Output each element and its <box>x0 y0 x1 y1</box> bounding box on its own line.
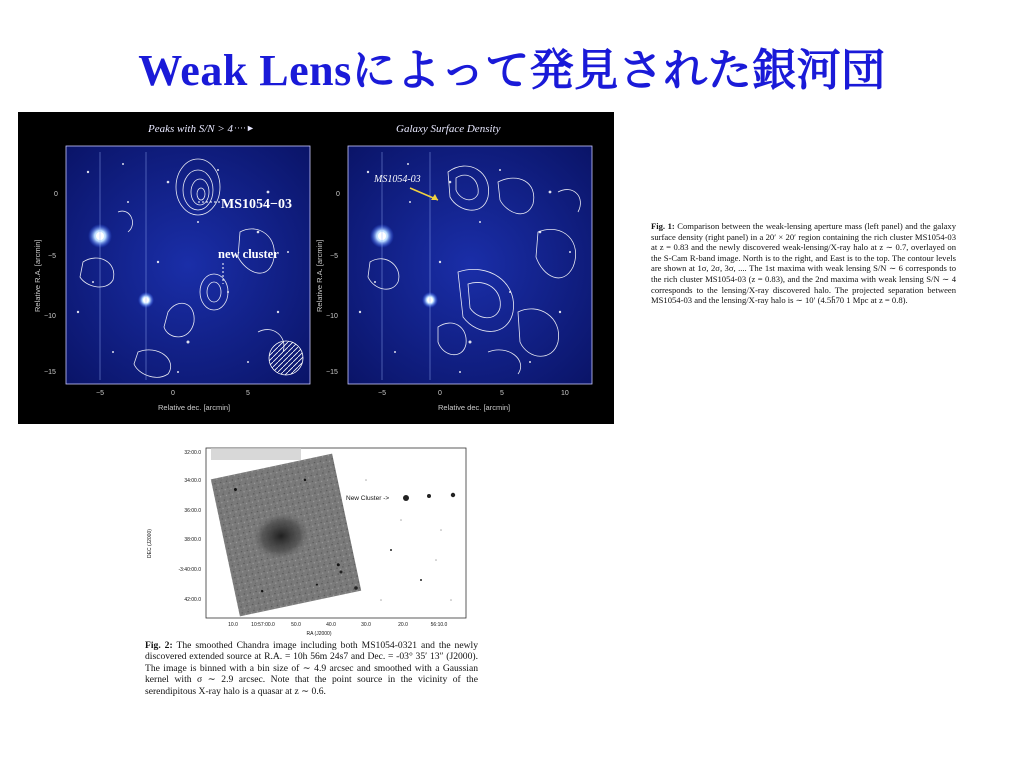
right-ytick-4: −15 <box>326 369 338 376</box>
fig2-ytick-2: 34:00.0 <box>184 478 201 484</box>
left-panel <box>33 146 310 412</box>
fig2-ytick-6: 42:00.0 <box>184 597 201 603</box>
fig2-xlabel: RA (J2000) <box>306 631 332 637</box>
figure-2-caption-text: The smoothed Chandra image including both MS1054-0321 and the newly discovered extended source at R.A. = 10h 56m 24s7 and Dec. = -03° 35′ 13″ (J2000). The image is binned with a bin size of ∼ 4.9 arcsec and smoothed with a Gaussian kernel with σ ∼ 2.9 arcsec. Note that the point source in the vicinity of the serendipitous X-ray halo is a quasar at z ∼ 0.6. <box>145 640 478 697</box>
left-yaxis-label: Relative R.A. [arcmin] <box>33 239 42 312</box>
right-xtick-3: 5 <box>500 390 504 397</box>
fig2-xtick-7: 56:10.0 <box>430 622 448 628</box>
fig2-xtick-4: 40.0 <box>326 622 336 628</box>
label-new-cluster: new cluster <box>218 247 279 261</box>
right-ytick-2: −5 <box>330 253 338 260</box>
figure-1-image <box>18 112 614 424</box>
left-ytick-4: −15 <box>44 369 56 376</box>
figure-1-caption-text: Comparison between the weak-lensing aperture mass (left panel) and the galaxy surface density (right panel) in a 20′ × 20′ region containing the rich cluster MS1054-03 at z = 0.83 and the newly discovered weak-lensing/X-ray halo at z ∼ 0.7, overlayed on the S-Cam R-band image. North is to the right, and East is to the top. The contour levels are shown at 1σ, 2σ, 3σ, .... The 1st maxima with weak lensing S/N ∼ 6 corresponds to the rich cluster MS1054-03 (z = 0.83), and the 2nd maxima with weak lensing S/N ∼ 4 corresponds to the lensing/X-ray discovered halo. The projected separation between MS1054-03 and the lensing/X-ray halo is ∼ 10′ (4.5h̄70 1 Mpc at z = 0.8). <box>651 221 956 306</box>
fig2-ytick-1: 32:00.0 <box>184 450 201 456</box>
left-xtick-1: −5 <box>96 390 104 397</box>
fig2-xtick-5: 30.0 <box>361 622 371 628</box>
left-panel-legend-mark: ····► <box>234 123 255 133</box>
right-panel <box>315 146 592 412</box>
figure-2-caption-label: Fig. 2: <box>145 640 173 651</box>
figure-2-image <box>141 440 471 640</box>
left-ytick-2: −5 <box>48 253 56 260</box>
fig2-ylabel: DEC (J2000) <box>147 529 153 558</box>
figure-1-caption-label: Fig. 1: <box>651 221 675 231</box>
fig2-xtick-6: 20.0 <box>398 622 408 628</box>
left-panel-title: Peaks with S/N > 4 <box>148 123 234 135</box>
right-panel-title: Galaxy Surface Density <box>396 123 501 135</box>
fig2-ytick-3: 36:00.0 <box>184 508 201 514</box>
left-ytick-1: 0 <box>54 191 58 198</box>
new-cluster-annotation: New Cluster -> <box>346 495 390 502</box>
fig2-ytick-5: -3:40:00.0 <box>178 567 201 573</box>
right-xtick-1: −5 <box>378 390 386 397</box>
figure-2-caption <box>145 640 478 697</box>
right-ytick-3: −10 <box>326 313 338 320</box>
slide-title: Weak Lensによって発見された銀河団 <box>138 46 886 95</box>
right-xaxis-label: Relative dec. [arcmin] <box>438 403 511 412</box>
figure-1-caption <box>651 221 956 306</box>
label-ms1054-left: MS1054−03 <box>221 197 292 212</box>
right-xtick-4: 10 <box>561 390 569 397</box>
fig2-xtick-3: 50.0 <box>291 622 301 628</box>
right-xtick-2: 0 <box>438 390 442 397</box>
left-xtick-3: 5 <box>246 390 250 397</box>
right-yaxis-label: Relative R.A. [arcmin] <box>315 239 324 312</box>
right-ytick-1: 0 <box>336 191 340 198</box>
fig2-ytick-4: 38:00.0 <box>184 537 201 543</box>
left-xtick-2: 0 <box>171 390 175 397</box>
left-ytick-3: −10 <box>44 313 56 320</box>
fig2-xtick-2: 10:57:00.0 <box>251 622 275 628</box>
fig2-xtick-1: 10.0 <box>228 622 238 628</box>
left-xaxis-label: Relative dec. [arcmin] <box>158 403 231 412</box>
label-ms1054-right: MS1054-03 <box>374 174 421 185</box>
